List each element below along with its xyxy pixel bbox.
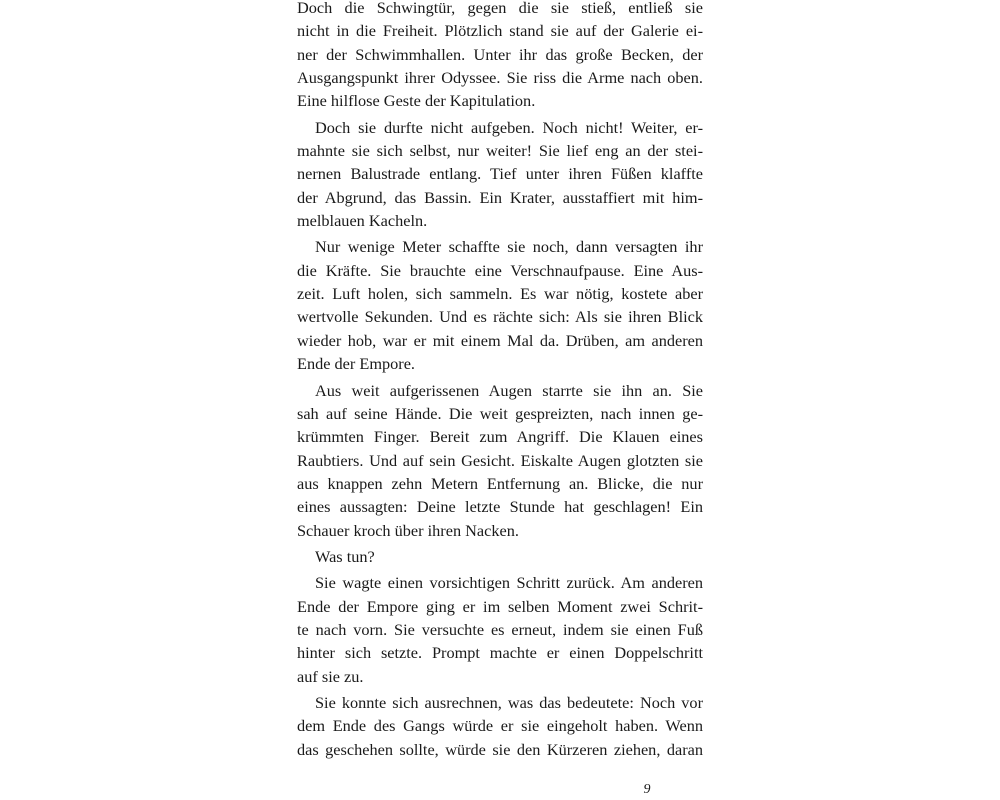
page-number: 9 [643, 782, 651, 797]
text-line: der Abgrund, das Bassin. Ein Krater, ausstaffiert mit him- [297, 187, 703, 207]
text-line: hinter sich setzte. Prompt machte er einen Doppelschritt [297, 643, 703, 663]
text-line: Raubtiers. Und auf sein Gesicht. Eiskalte Augen glotzten sie [297, 450, 703, 470]
text-line: te nach vorn. Sie versuchte es erneut, indem sie einen Fuß [297, 619, 703, 639]
text-line: die Kräfte. Sie brauchte eine Verschnaufpause. Eine Aus- [297, 260, 703, 280]
text-line: zeit. Luft holen, sich sammeln. Es war nötig, kostete aber [297, 284, 703, 304]
text-line: sah auf seine Hände. Die weit gespreizten, nach innen ge- [297, 403, 703, 423]
paragraph [297, 691, 703, 761]
paragraph [297, 545, 703, 568]
text-line: nicht in die Freiheit. Plötzlich stand sie auf der Galerie ei- [297, 21, 703, 41]
paragraph [297, 116, 703, 233]
text-line: Sie wagte einen vorsichtigen Schritt zurück. Am anderen [315, 573, 703, 593]
text-line: aus knappen zehn Metern Entfernung an. Blicke, die nur [297, 473, 703, 493]
text-line: mahnte sie sich selbst, nur weiter! Sie lief eng an der stei- [297, 141, 703, 161]
text-line: auf sie zu. [297, 666, 364, 686]
text-line: Sie konnte sich ausrechnen, was das bedeutete: Noch vor [315, 692, 703, 712]
text-line: wieder hob, war er mit einem Mal da. Drüben, am anderen [297, 330, 703, 350]
text-line: Ende der Empore ging er im selben Moment zwei Schrit- [297, 596, 703, 616]
text-line: melblauen Kacheln. [297, 211, 428, 231]
text-line: krümmten Finger. Bereit zum Angriff. Die Klauen eines [297, 427, 703, 447]
paragraph [297, 571, 703, 688]
text-line: Aus weit aufgerissenen Augen starrte sie ihn an. Sie [315, 380, 703, 400]
paragraph [297, 0, 703, 113]
text-line: Doch die Schwingtür, gegen die sie stieß, entließ sie [297, 0, 703, 17]
text-line: Was tun? [315, 546, 375, 566]
text-line: Eine hilflose Geste der Kapitulation. [297, 91, 536, 111]
text-line: Schauer kroch über ihren Nacken. [297, 520, 519, 540]
text-line: dem Ende des Gangs würde er sie eingeholt haben. Wenn [297, 716, 703, 736]
text-line: das geschehen sollte, würde sie den Kürzeren ziehen, daran [297, 739, 703, 759]
text-line: ner der Schwimmhallen. Unter ihr das große Becken, der [297, 44, 703, 64]
text-line: Doch sie durfte nicht aufgeben. Noch nicht! Weiter, er- [315, 117, 703, 137]
text-line: Ausgangspunkt ihrer Odyssee. Sie riss die Arme nach oben. [297, 68, 703, 88]
book-page-text [297, 0, 703, 761]
text-line: nernen Balustrade entlang. Tief unter ihren Füßen klaffte [297, 164, 703, 184]
text-line: wertvolle Sekunden. Und es rächte sich: Als sie ihren Blick [297, 307, 703, 327]
paragraph [297, 379, 703, 542]
text-line: Ende der Empore. [297, 354, 415, 374]
text-line: Nur wenige Meter schaffte sie noch, dann versagten ihr [315, 237, 703, 257]
paragraph [297, 235, 703, 375]
text-line: eines aussagten: Deine letzte Stunde hat geschlagen! Ein [297, 497, 703, 517]
